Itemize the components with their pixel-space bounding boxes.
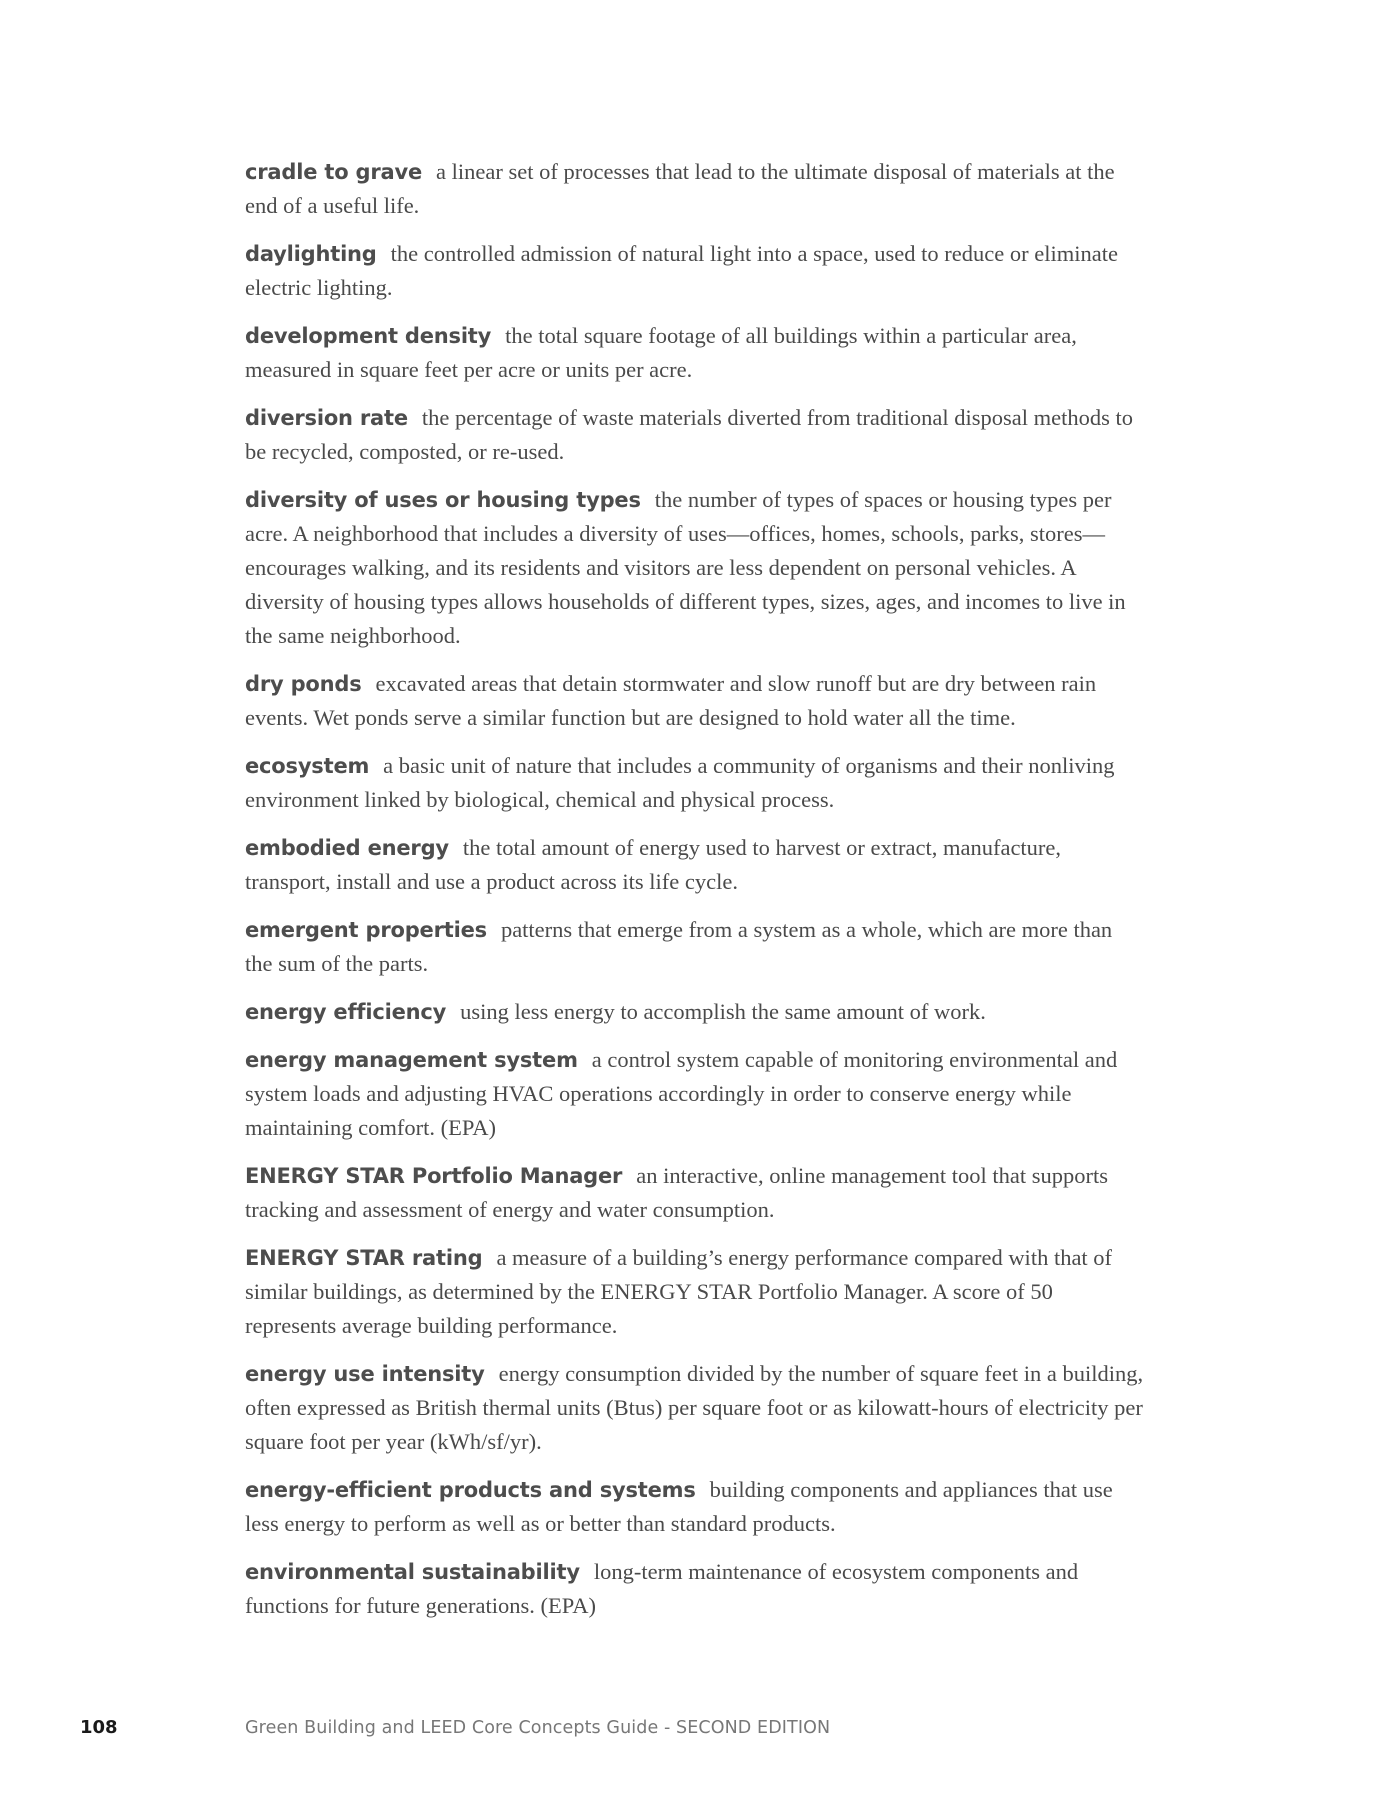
glossary-entry: [245, 913, 1145, 981]
glossary-definition: long-term maintenance of ecosystem components and functions for future generations. (EPA): [245, 1559, 1079, 1618]
glossary-definition: energy consumption divided by the number of square feet in a building, often expressed as British thermal units (Btus) per square foot or as kilowatt-hours of electricity per square foot per year (kWh/sf/yr).: [245, 1361, 1144, 1454]
glossary-term: ENERGY STAR Portfolio Manager: [245, 1164, 623, 1188]
glossary-term: energy efficiency: [245, 1000, 447, 1024]
glossary-entry: [245, 831, 1145, 899]
page-number: 108: [80, 1717, 118, 1738]
glossary-definition: a measure of a building’s energy performance compared with that of similar buildings, as determined by the ENERGY STAR Portfolio Manager. A score of 50 represents average building performance.: [245, 1245, 1113, 1338]
glossary-term: energy use intensity: [245, 1362, 485, 1386]
glossary-term: diversion rate: [245, 406, 408, 430]
glossary-term: dry ponds: [245, 672, 362, 696]
glossary-term: energy-efficient products and systems: [245, 1478, 696, 1502]
glossary-definition: a linear set of processes that lead to the ultimate disposal of materials at the end of a useful life.: [245, 159, 1115, 218]
glossary-term: ENERGY STAR rating: [245, 1246, 483, 1270]
glossary-entry: [245, 237, 1145, 305]
glossary-entry: [245, 1043, 1145, 1145]
glossary-term: diversity of uses or housing types: [245, 488, 641, 512]
glossary-definition: building components and appliances that use less energy to perform as well as or better than standard products.: [245, 1477, 1113, 1536]
glossary-definition: a control system capable of monitoring environmental and system loads and adjusting HVAC operations accordingly in order to conserve energy while maintaining comfort. (EPA): [245, 1047, 1118, 1140]
glossary-entry: [245, 1555, 1145, 1623]
glossary-entry: [245, 319, 1145, 387]
glossary-term: development density: [245, 324, 492, 348]
glossary-term: energy management system: [245, 1048, 578, 1072]
glossary-entry: [245, 483, 1145, 653]
glossary-definition: the controlled admission of natural light into a space, used to reduce or eliminate electric lighting.: [245, 241, 1118, 300]
glossary-term: daylighting: [245, 242, 377, 266]
glossary-definition: using less energy to accomplish the same amount of work.: [460, 999, 986, 1024]
running-footer-title: Green Building and LEED Core Concepts Guide - SECOND EDITION: [245, 1718, 831, 1738]
glossary-list: [245, 155, 1145, 1637]
glossary-definition: the percentage of waste materials diverted from traditional disposal methods to be recycled, composted, or re-used.: [245, 405, 1133, 464]
glossary-definition: patterns that emerge from a system as a whole, which are more than the sum of the parts.: [245, 917, 1113, 976]
glossary-definition: the total square footage of all buildings within a particular area, measured in square feet per acre or units per acre.: [245, 323, 1077, 382]
glossary-definition: the total amount of energy used to harvest or extract, manufacture, transport, install and use a product across its life cycle.: [245, 835, 1062, 894]
glossary-entry: [245, 401, 1145, 469]
glossary-definition: an interactive, online management tool that supports tracking and assessment of energy and water consumption.: [245, 1163, 1108, 1222]
glossary-entry: [245, 667, 1145, 735]
glossary-entry: [245, 1241, 1145, 1343]
glossary-entry: [245, 1473, 1145, 1541]
glossary-entry: [245, 155, 1145, 223]
glossary-term: embodied energy: [245, 836, 449, 860]
glossary-definition: a basic unit of nature that includes a community of organisms and their nonliving environment linked by biological, chemical and physical process.: [245, 753, 1115, 812]
glossary-definition: the number of types of spaces or housing types per acre. A neighborhood that includes a diversity of uses—offices, homes, schools, parks, stores—encourages walking, and its residents and visitors are less dependent on personal vehicles. A diversity of housing types allows households of different types, sizes, ages, and incomes to live in the same neighborhood.: [245, 487, 1126, 648]
glossary-term: ecosystem: [245, 754, 370, 778]
glossary-entry: [245, 995, 1145, 1029]
glossary-entry: [245, 749, 1145, 817]
glossary-term: emergent properties: [245, 918, 487, 942]
glossary-entry: [245, 1159, 1145, 1227]
glossary-term: environmental sustainability: [245, 1560, 580, 1584]
glossary-entry: [245, 1357, 1145, 1459]
glossary-term: cradle to grave: [245, 160, 423, 184]
glossary-definition: excavated areas that detain stormwater and slow runoff but are dry between rain events. Wet ponds serve a similar function but are designed to hold water all the time.: [245, 671, 1097, 730]
